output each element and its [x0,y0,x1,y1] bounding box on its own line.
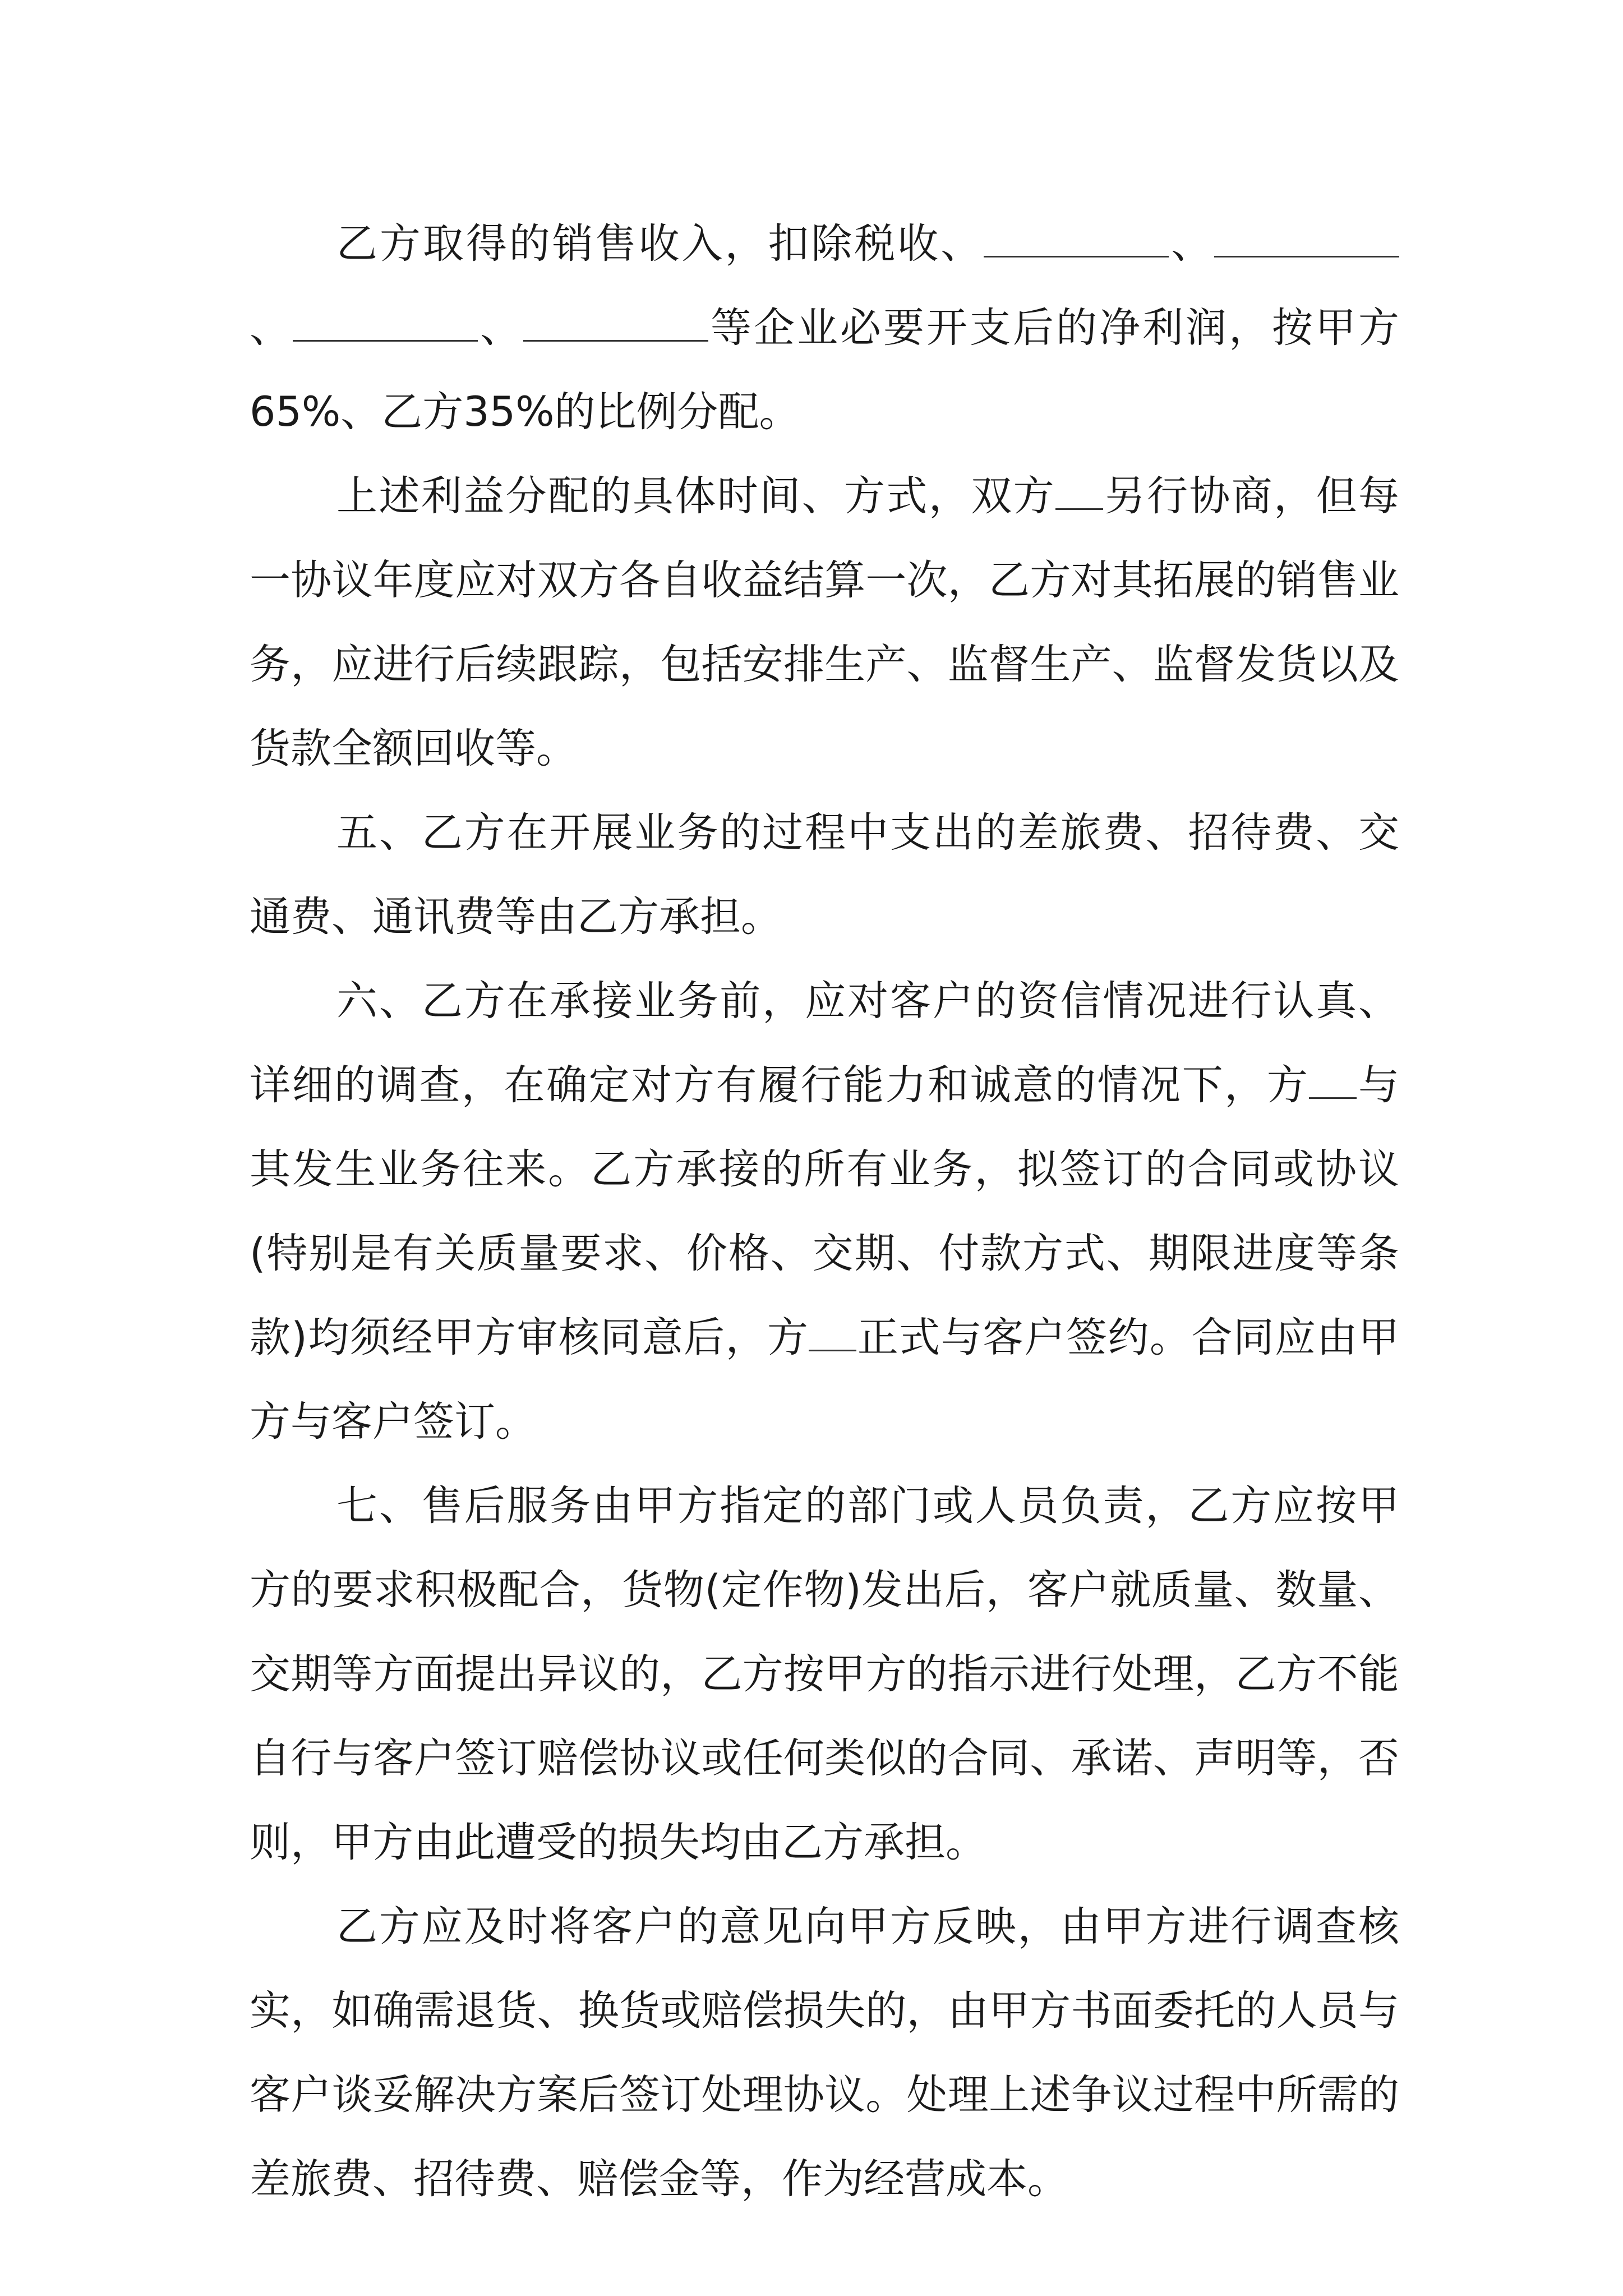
separator: 、 [250,304,293,352]
text-segment: 六、乙方在承接业务前，应对客户的资信情况进行认真、详细的调查，在确定对方有履行能力和诚意的情况下，方 [250,977,1399,1109]
fill-blank [809,1315,856,1351]
paragraph-customer-feedback [250,1885,1399,2221]
text-segment: 上述利益分配的具体时间、方式，双方 [336,472,1056,520]
paragraph-clause-7 [250,1464,1399,1885]
paragraph-clause-6 [250,959,1399,1464]
text-segment: 正式与客户签约。合同应由甲方与客户签订。 [250,1314,1399,1446]
text-segment: 等企业必要开支后的净利润，按甲方65%、乙方35%的比例分配。 [250,304,1399,436]
fill-blank [293,305,478,342]
fill-blank [1309,1062,1357,1099]
paragraph-settlement [250,454,1399,791]
text-segment: 另行协商，但每一协议年度应对双方各自收益结算一次，乙方对其拓展的销售业务，应进行后续跟踪，包括安排生产、监督生产、监督发货以及货款全额回收等。 [250,472,1400,772]
fill-blank [1055,473,1103,510]
fill-blank [523,305,708,342]
separator: 、 [1169,220,1215,268]
separator: 、 [478,304,523,352]
document-body [250,202,1399,2221]
fill-blank [1214,221,1399,257]
paragraph-clause-5 [250,791,1399,959]
text-segment: 乙方应及时将客户的意见向甲方反映，由甲方进行调查核实，如确需退货、换货或赔偿损失的，由甲方书面委托的人员与客户谈妥解决方案后签订处理协议。处理上述争议过程中所需的差旅费、招待费、赔偿金等，作为经营成本。 [250,1903,1399,2203]
text-segment: 与其发生业务往来。乙方承接的所有业务，拟签订的合同或协议(特别是有关质量要求、价格、交期、付款方式、期限进度等条款)均须经甲方审核同意后，方 [250,1061,1399,1361]
text-segment: 七、售后服务由甲方指定的部门或人员负责，乙方应按甲方的要求积极配合，货物(定作物)发出后，客户就质量、数量、交期等方面提出异议的，乙方按甲方的指示进行处理，乙方不能自行与客户签订赔偿协议或任何类似的合同、承诺、声明等，否则，甲方由此遭受的损失均由乙方承担。 [250,1482,1399,1866]
fill-blank [984,221,1169,257]
text-segment: 乙方取得的销售收入，扣除税收、 [336,220,984,268]
paragraph-profit-distribution [250,202,1399,454]
text-segment: 五、乙方在开展业务的过程中支出的差旅费、招待费、交通费、通讯费等由乙方承担。 [250,809,1399,941]
